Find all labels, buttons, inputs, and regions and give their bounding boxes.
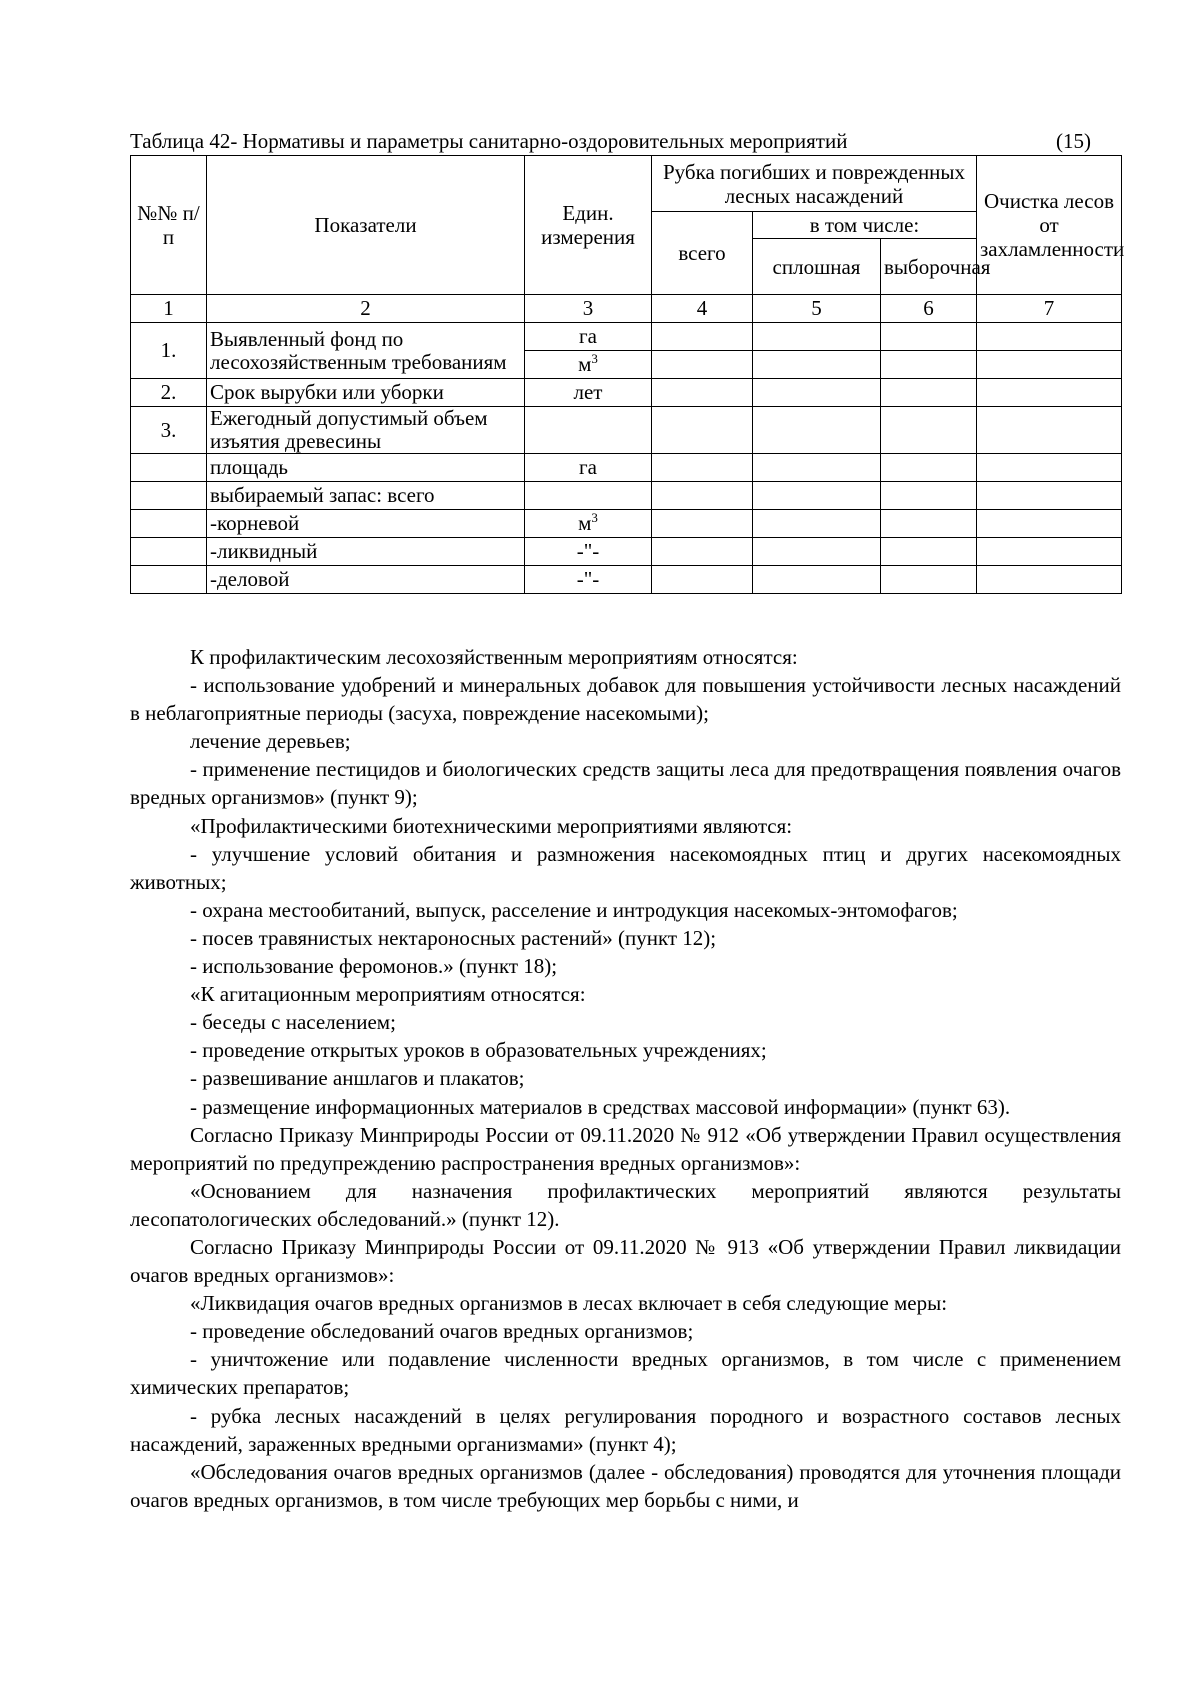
row-num: 3. xyxy=(131,407,207,454)
paragraph: - охрана местообитаний, выпуск, расселение и интродукция насекомых-энтомофагов; xyxy=(190,897,958,922)
header-felling-group: Рубка погибших и поврежденных лесных насаждений xyxy=(652,156,977,212)
table-row xyxy=(131,407,1122,454)
table-row xyxy=(131,482,1122,510)
empty-cell xyxy=(977,407,1122,454)
empty-cell xyxy=(131,482,207,510)
table-row xyxy=(131,538,1122,566)
row-unit xyxy=(525,510,652,538)
empty-cell xyxy=(652,323,753,351)
empty-cell xyxy=(131,538,207,566)
column-numbers-row xyxy=(131,295,1122,323)
empty-cell xyxy=(753,510,881,538)
row-unit: га xyxy=(525,454,652,482)
unit-text: м xyxy=(578,352,592,376)
paragraph: К профилактическим лесохозяйственным мероприятиям относятся: xyxy=(190,645,798,669)
header-unit: Един. измерения xyxy=(525,156,652,295)
header-clear: сплошная xyxy=(753,239,881,295)
empty-cell xyxy=(977,379,1122,407)
table-caption xyxy=(130,128,1110,154)
empty-cell xyxy=(131,510,207,538)
table-row xyxy=(131,510,1122,538)
empty-cell xyxy=(753,566,881,594)
empty-cell xyxy=(753,351,881,379)
empty-cell xyxy=(753,323,881,351)
column-number: 6 xyxy=(881,295,977,323)
superscript: 3 xyxy=(591,510,598,525)
column-number: 5 xyxy=(753,295,881,323)
paragraph: «Обследования очагов вредных организмов (далее - обследования) проводятся для уточнения площади очагов вредных организмов, в том числе требующих мер борьбы с ними, и xyxy=(130,1459,1121,1512)
empty-cell xyxy=(977,351,1122,379)
row-unit: лет xyxy=(525,379,652,407)
empty-cell xyxy=(753,538,881,566)
paragraph: - уничтожение или подавление численности вредных организмов, в том числе с применением химических препаратов; xyxy=(130,1347,1121,1400)
empty-cell xyxy=(881,482,977,510)
empty-cell xyxy=(652,407,753,454)
column-number: 3 xyxy=(525,295,652,323)
row-label: площадь xyxy=(207,454,525,482)
header-including: в том числе: xyxy=(753,212,977,239)
row-unit: га xyxy=(525,323,652,351)
norms-table xyxy=(130,155,1125,594)
paragraph: - использование феромонов.» (пункт 18); xyxy=(190,954,558,979)
row-label: -деловой xyxy=(207,566,525,594)
empty-cell xyxy=(652,379,753,407)
column-number: 4 xyxy=(652,295,753,323)
table-caption-number: (15) xyxy=(1056,129,1091,153)
table-row xyxy=(131,566,1122,594)
empty-cell xyxy=(881,379,977,407)
empty-cell xyxy=(977,566,1122,594)
paragraph: - проведение обследований очагов вредных организмов; xyxy=(190,1319,694,1344)
empty-cell xyxy=(525,482,652,510)
empty-cell xyxy=(881,407,977,454)
table-caption-title: Таблица 42- Нормативы и параметры санитарно-оздоровительных мероприятий xyxy=(130,129,848,153)
paragraph: Согласно Приказу Минприроды России от 09.11.2020 № 913 «Об утверждении Правил ликвидации очагов вредных организмов»: xyxy=(130,1234,1121,1288)
paragraph: «Основанием для назначения профилактических мероприятий являются результаты лесопатологических обследований.» (пункт 12). xyxy=(130,1178,1121,1231)
header-indicator: Показатели xyxy=(207,156,525,295)
row-unit xyxy=(525,351,652,379)
paragraph: - проведение открытых уроков в образовательных учреждениях; xyxy=(190,1038,767,1063)
paragraph: - развешивание аншлагов и плакатов; xyxy=(190,1066,525,1091)
paragraph: лечение деревьев; xyxy=(190,729,351,754)
row-label: Ежегодный допустимый объем изъятия древесины xyxy=(207,407,525,454)
paragraph: - размещение информационных материалов в средствах массовой информации» (пункт 63). xyxy=(190,1094,1011,1119)
empty-cell xyxy=(977,454,1122,482)
column-number: 1 xyxy=(131,295,207,323)
row-unit: -"- xyxy=(525,538,652,566)
empty-cell xyxy=(652,482,753,510)
empty-cell xyxy=(977,482,1122,510)
paragraph: - рубка лесных насаждений в целях регулирования породного и возрастного составов лесных насаждений, зараженных вредными организмами» (пункт 4); xyxy=(130,1403,1121,1456)
header-total: всего xyxy=(652,212,753,295)
row-label: -корневой xyxy=(207,510,525,538)
row-label: Выявленный фонд по лесохозяйственным требованиям xyxy=(207,323,525,379)
empty-cell xyxy=(652,351,753,379)
empty-cell xyxy=(652,510,753,538)
empty-cell xyxy=(131,454,207,482)
empty-cell xyxy=(131,566,207,594)
column-number: 2 xyxy=(207,295,525,323)
row-label: Срок вырубки или уборки xyxy=(207,379,525,407)
row-label: -ликвидный xyxy=(207,538,525,566)
column-number: 7 xyxy=(977,295,1122,323)
header-selective: выборочная xyxy=(881,239,977,295)
empty-cell xyxy=(977,323,1122,351)
empty-cell xyxy=(881,454,977,482)
table-row xyxy=(131,454,1122,482)
empty-cell xyxy=(753,482,881,510)
empty-cell xyxy=(753,454,881,482)
row-num: 1. xyxy=(131,323,207,379)
empty-cell xyxy=(881,323,977,351)
empty-cell xyxy=(881,510,977,538)
empty-cell xyxy=(881,351,977,379)
empty-cell xyxy=(881,538,977,566)
paragraph: - беседы с населением; xyxy=(190,1010,396,1035)
empty-cell xyxy=(652,454,753,482)
header-num: №№ п/п xyxy=(131,156,207,295)
empty-cell xyxy=(525,407,652,454)
row-num: 2. xyxy=(131,379,207,407)
empty-cell xyxy=(652,566,753,594)
paragraph: - применение пестицидов и биологических средств защиты леса для предотвращения появления очагов вредных организмов» (пункт 9); xyxy=(130,757,1121,810)
unit-text: м xyxy=(578,511,592,535)
table-row xyxy=(131,379,1122,407)
paragraph: «Профилактическими биотехническими мероприятиями являются: xyxy=(190,813,793,838)
empty-cell xyxy=(977,510,1122,538)
header-cleanup: Очистка лесов от захламленности xyxy=(977,156,1122,295)
paragraph: Согласно Приказу Минприроды России от 09.11.2020 № 912 «Об утверждении Правил осуществления мероприятий по предупреждению распространения вредных организмов»: xyxy=(130,1122,1121,1175)
row-unit: -"- xyxy=(525,566,652,594)
paragraph: - посев травянистых нектароносных растений» (пункт 12); xyxy=(190,925,717,950)
paragraph: - улучшение условий обитания и размножения насекомоядных птиц и других насекомоядных животных; xyxy=(130,841,1121,894)
empty-cell xyxy=(881,566,977,594)
table-header-row xyxy=(131,156,1122,212)
table-row xyxy=(131,323,1122,351)
paragraph: - использование удобрений и минеральных добавок для повышения устойчивости лесных насаждений в неблагоприятные периоды (засуха, повреждение насекомыми); xyxy=(130,673,1121,726)
paragraph: «К агитационным мероприятиям относятся: xyxy=(190,982,586,1007)
body-text xyxy=(130,643,1121,1514)
empty-cell xyxy=(753,407,881,454)
empty-cell xyxy=(753,379,881,407)
superscript: 3 xyxy=(591,351,598,366)
empty-cell xyxy=(652,538,753,566)
empty-cell xyxy=(977,538,1122,566)
row-label: выбираемый запас: всего xyxy=(207,482,525,510)
paragraph: «Ликвидация очагов вредных организмов в лесах включает в себя следующие меры: xyxy=(190,1291,948,1316)
